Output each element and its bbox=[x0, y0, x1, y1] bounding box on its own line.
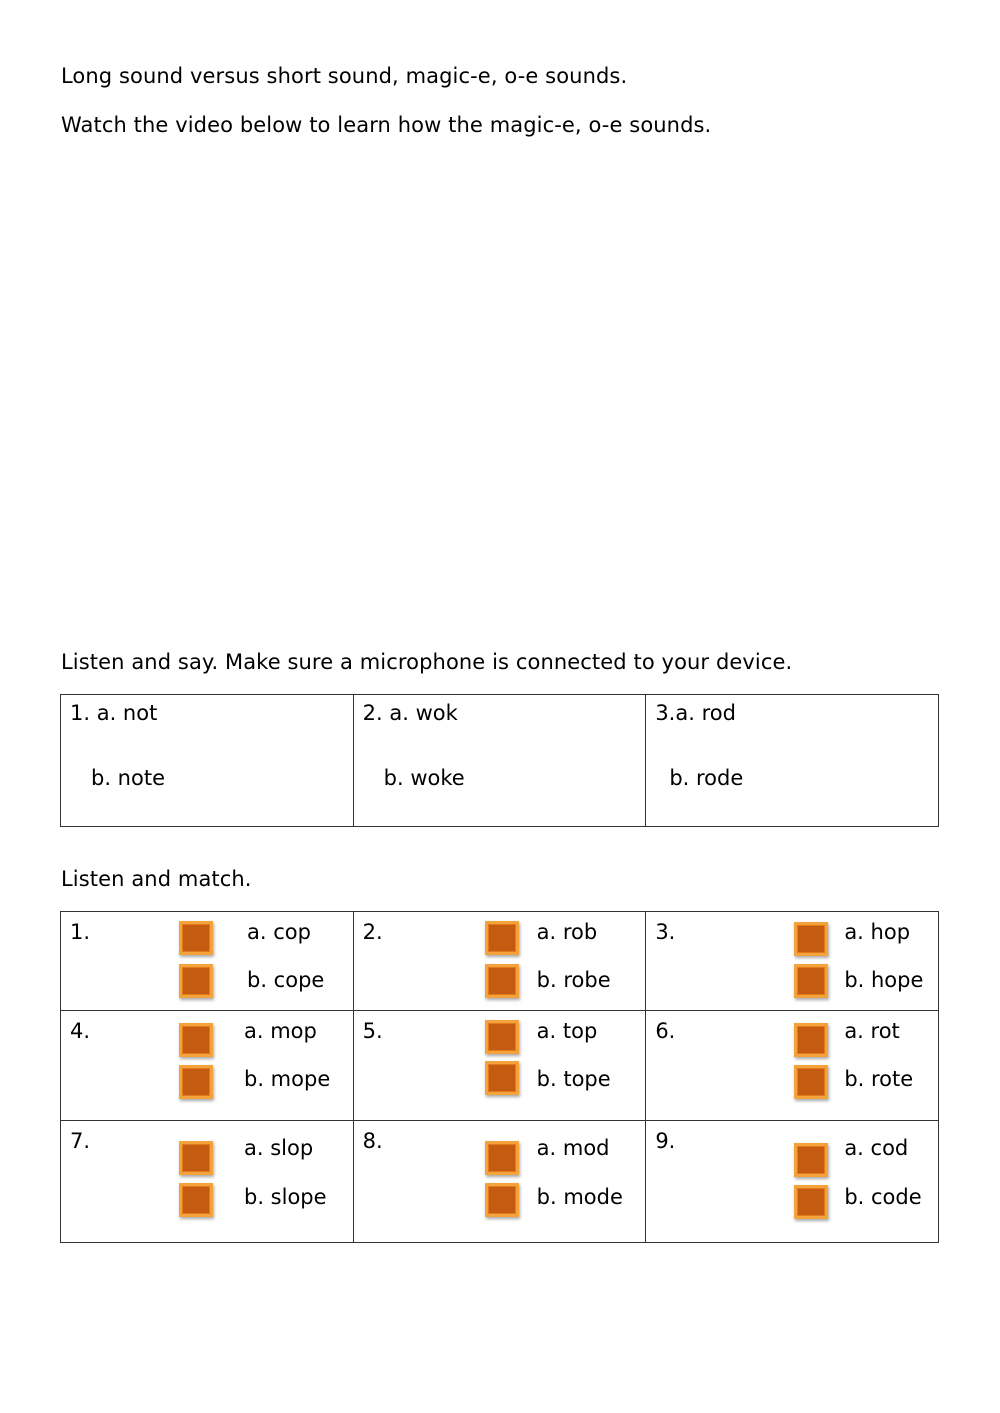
say-cell-3 bbox=[646, 695, 939, 827]
match-option-3b[interactable]: b. hope bbox=[844, 968, 924, 992]
say-item-3b[interactable]: b. rode bbox=[669, 766, 744, 790]
match-cell-2 bbox=[353, 912, 646, 1011]
listen-match-instruction: Listen and match. bbox=[61, 867, 252, 891]
match-option-4a[interactable]: a. mop bbox=[244, 1019, 317, 1043]
drop-box-4b[interactable] bbox=[179, 1065, 213, 1099]
match-option-2b[interactable]: b. robe bbox=[536, 968, 611, 992]
drop-box-3a[interactable] bbox=[794, 922, 828, 956]
drop-box-1b[interactable] bbox=[179, 964, 213, 998]
drop-box-4a[interactable] bbox=[179, 1023, 213, 1057]
match-number-9: 9. bbox=[655, 1129, 676, 1153]
drop-box-3b[interactable] bbox=[794, 964, 828, 998]
drop-box-6a[interactable] bbox=[794, 1023, 828, 1057]
match-number-2: 2. bbox=[362, 920, 383, 944]
match-option-7a[interactable]: a. slop bbox=[244, 1136, 314, 1160]
match-cell-1 bbox=[61, 912, 354, 1011]
say-item-3a[interactable]: 3.a. rod bbox=[655, 701, 736, 725]
match-cell-9 bbox=[646, 1121, 939, 1243]
match-number-4: 4. bbox=[70, 1019, 91, 1043]
match-option-5a[interactable]: a. top bbox=[536, 1019, 598, 1043]
match-option-9b[interactable]: b. code bbox=[844, 1185, 922, 1209]
say-item-2a[interactable]: 2. a. wok bbox=[362, 701, 458, 725]
worksheet-title: Long sound versus short sound, magic-e, o-e sounds. bbox=[61, 64, 628, 88]
match-option-8a[interactable]: a. mod bbox=[536, 1136, 610, 1160]
match-cell-7 bbox=[61, 1121, 354, 1243]
match-cell-4 bbox=[61, 1011, 354, 1121]
video-instruction: Watch the video below to learn how the magic-e, o-e sounds. bbox=[61, 113, 712, 137]
match-option-9a[interactable]: a. cod bbox=[844, 1136, 909, 1160]
match-cell-6 bbox=[646, 1011, 939, 1121]
match-number-3: 3. bbox=[655, 920, 676, 944]
match-number-1: 1. bbox=[70, 920, 91, 944]
listen-say-table bbox=[60, 694, 939, 827]
drop-box-9a[interactable] bbox=[794, 1143, 828, 1177]
say-item-1a[interactable]: 1. a. not bbox=[70, 701, 158, 725]
match-option-6a[interactable]: a. rot bbox=[844, 1019, 900, 1043]
drop-box-8a[interactable] bbox=[485, 1141, 519, 1175]
match-option-4b[interactable]: b. mope bbox=[244, 1067, 331, 1091]
match-option-1a[interactable]: a. cop bbox=[247, 920, 311, 944]
drop-box-7b[interactable] bbox=[179, 1183, 213, 1217]
match-option-8b[interactable]: b. mode bbox=[536, 1185, 623, 1209]
match-option-2a[interactable]: a. rob bbox=[536, 920, 598, 944]
match-cell-5 bbox=[353, 1011, 646, 1121]
match-option-1b[interactable]: b. cope bbox=[247, 968, 325, 992]
listen-match-table bbox=[60, 911, 939, 1243]
match-cell-8 bbox=[353, 1121, 646, 1243]
say-item-2b[interactable]: b. woke bbox=[383, 766, 465, 790]
drop-box-8b[interactable] bbox=[485, 1183, 519, 1217]
match-number-8: 8. bbox=[362, 1129, 383, 1153]
match-cell-3 bbox=[646, 912, 939, 1011]
match-option-3a[interactable]: a. hop bbox=[844, 920, 911, 944]
match-option-6b[interactable]: b. rote bbox=[844, 1067, 914, 1091]
drop-box-5a[interactable] bbox=[485, 1020, 519, 1054]
drop-box-1a[interactable] bbox=[179, 921, 213, 955]
drop-box-7a[interactable] bbox=[179, 1141, 213, 1175]
match-option-5b[interactable]: b. tope bbox=[536, 1067, 611, 1091]
match-number-7: 7. bbox=[70, 1129, 91, 1153]
match-number-6: 6. bbox=[655, 1019, 676, 1043]
drop-box-2b[interactable] bbox=[485, 964, 519, 998]
say-cell-1 bbox=[61, 695, 354, 827]
drop-box-2a[interactable] bbox=[485, 921, 519, 955]
match-option-7b[interactable]: b. slope bbox=[244, 1185, 327, 1209]
match-number-5: 5. bbox=[362, 1019, 383, 1043]
drop-box-5b[interactable] bbox=[485, 1061, 519, 1095]
drop-box-6b[interactable] bbox=[794, 1065, 828, 1099]
listen-say-instruction: Listen and say. Make sure a microphone is connected to your device. bbox=[61, 650, 793, 674]
drop-box-9b[interactable] bbox=[794, 1185, 828, 1219]
say-item-1b[interactable]: b. note bbox=[91, 766, 165, 790]
say-cell-2 bbox=[353, 695, 646, 827]
